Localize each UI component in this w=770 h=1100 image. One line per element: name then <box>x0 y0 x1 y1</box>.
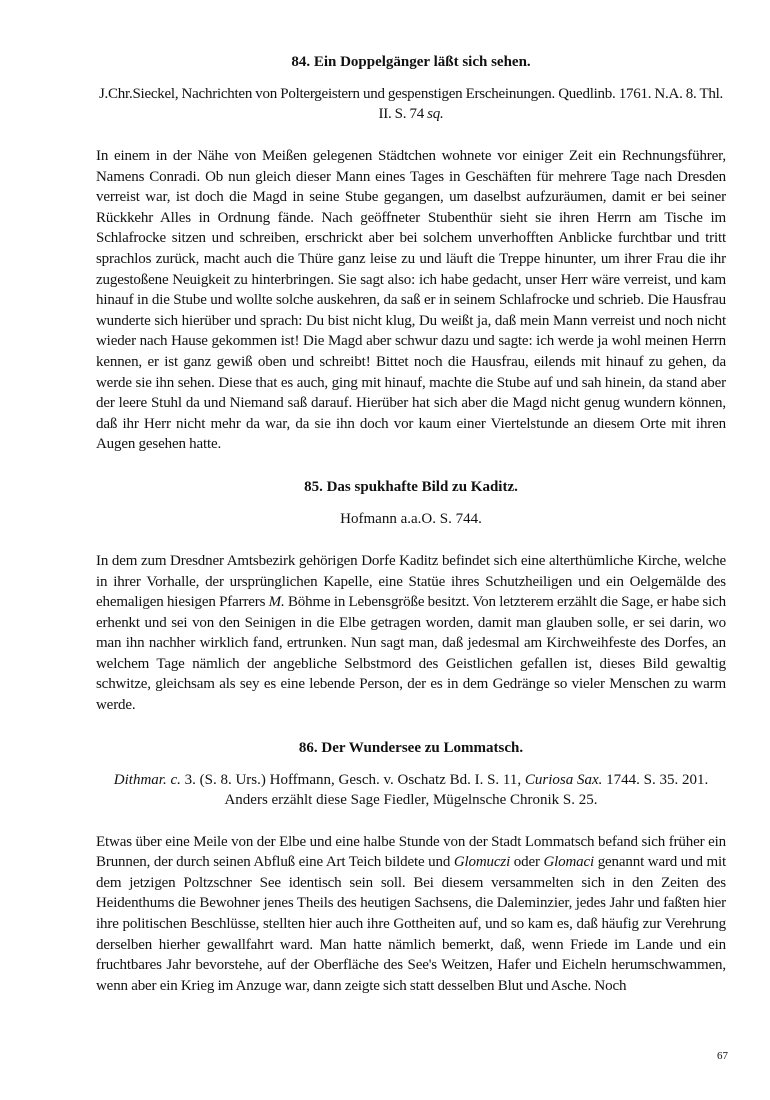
section-86-body-a: Etwas über eine Meile von der Elbe und eine halbe Stunde von der Stadt Lommatsch befand sich früher ein Brunnen, der durch seinen Abfluß eine Art Teich bildete und <box>96 833 726 871</box>
section-86-source-italic-2: Curiosa Sax. <box>524 771 603 788</box>
section-84-body: In einem in der Nähe von Meißen gelegenen Städtchen wohnete vor einiger Zeit ein Rechnungsführer, Namens Conradi. Ob nun gleich dieser Mann eines Tages in Geschäften für mehrere Tage nach Dresden verreist war, ist doch die Magd in seine Stube gegangen, um daselbst aufzuräumen, damit er bei seiner Rückkehr Alles in Ordnung fände. Nach geöffneter Stubenthür sieht sie ihren Herrn am Tische im Schlafrocke sitzen und schreiben, erschrickt aber bei solchem unverhofften Anblicke furchtbar und tritt sprachlos zurück, macht auch die Thüre ganz leise zu und läuft die Treppe hinunter, um ihrer Frau die ihr zugestoßene Neuigkeit zu hinterbringen. Sie sagt also: ich habe gedacht, unser Herr wäre verreist, und kam hinauf in die Stube und wollte solche auskehren, da saß er in seinem Schlafrocke und schrieb. Die Hausfrau wunderte sich hierüber und sprach: Du bist nicht klug, Du weißt ja, daß mein Mann verreist und noch nicht wieder nach Hause gekommen ist! Die Magd aber schwur dazu und sagte: ich werde ja wohl meinen Herrn kennen, er ist ganz gewiß oben und schreibt! Bittet noch die Hausfrau, eilends mit hinauf zu gehen, da werde sie ihn sehen. Diese that es auch, ging mit hinauf, machte die Stube auf und sah hinein, da stand aber der leere Stuhl da und Niemand saß darauf. Hierüber hat sich aber die Magd nicht genug wundern können, daß ihr Herr nicht mehr da war, da sie ihn doch vor kaum einer Viertelstunde an diesem Orte mit ihren Augen gesehen hatte. <box>96 148 726 453</box>
section-86-title: 86. Der Wundersee zu Lommatsch. <box>298 739 524 756</box>
section-86-body-c: genannt ward und mit dem jetzigen Poltzschner See identisch sein soll. Bei diesem versammelten sich in den Zeiten des Heidenthums die Bewohner jenes Theils des heutigen Sachsens, die Daleminzier, jedes Jahr und faßten hier ihre politischen Beschlüsse, stellten hier auch ihre Gottheiten auf, und so kam es, daß häufig zur Verehrung derselben hierher gewallfahrt ward. Man hatte nämlich bemerkt, daß, wenn Friede im Lande und ein fruchtbares Jahr bevorstehe, auf der Oberfläche des See's Weitzen, Hafer und Eicheln herumschwammen, wenn aber ein Krieg im Anzuge war, dann zeigte sich statt desselben Blut und Asche. Noch <box>96 854 727 994</box>
section-86-body-b: oder <box>510 854 544 871</box>
section-86-source-italic-1: Dithmar. c. <box>113 771 181 788</box>
section-86-source-text-2: 1744. S. 35. 201. Anders erzählt diese Sage Fiedler, Mügelnsche Chronik S. 25. <box>224 771 709 808</box>
section-85-title: 85. Das spukhafte Bild zu Kaditz. <box>304 478 518 495</box>
section-84-source-italic: sq. <box>427 106 444 122</box>
section-85-body-a: In dem zum Dresdner Amtsbezirk gehörigen Dorfe Kaditz befindet sich eine alterthümliche Kirche, welche in ihrer Vorhalle, der ursprünglichen Kapelle, eine Statüe ihres Schutzheiligen und ein Oelgemälde des ehemaligen hiesigen Pfarrers <box>96 552 726 611</box>
section-86-body-italic-2: Glomaci <box>543 854 595 871</box>
section-85-source: Hofmann a.a.O. S. 744. <box>340 510 482 527</box>
section-86-body <box>96 832 726 997</box>
section-85-body <box>96 551 726 716</box>
page-content <box>96 52 726 1018</box>
section-85-body-b: Böhme in Lebensgröße besitzt. Von letzterem erzählt die Sage, er habe sich erhenkt und sei von den Seinigen in die Elbe getragen worden, damit man glauben solle, er sei darin, wo man ihn nachher wirklich fand, ertrunken. Nun sagt man, daß jedesmal am Kirchweihfeste des Dorfes, an welchem Tage nämlich der angebliche Selbstmord des Geistlichen gefallen ist, dieses Bild gewaltig schwitze, gleichsam als sey es eine lebende Person, der es in dem Gedränge so vieler Menschen zu warm werde. <box>96 594 726 714</box>
page-number: 67 <box>717 1050 728 1062</box>
section-86-body-italic-1: Glomuczi <box>453 854 511 871</box>
section-85-body-italic: M. <box>268 594 285 611</box>
section-84-title: 84. Ein Doppelgänger läßt sich sehen. <box>291 54 531 70</box>
section-84-source-text: J.Chr.Sieckel, Nachrichten von Poltergeistern und gespenstigen Erscheinungen. Quedlinb. 1761. N.A. 8. Thl. II. S. 74 <box>98 86 724 122</box>
section-84-source <box>96 84 726 124</box>
section-86-source <box>96 770 726 810</box>
section-86-source-text-1: 3. (S. 8. Urs.) Hoffmann, Gesch. v. Oschatz Bd. I. S. 11, <box>180 771 525 788</box>
